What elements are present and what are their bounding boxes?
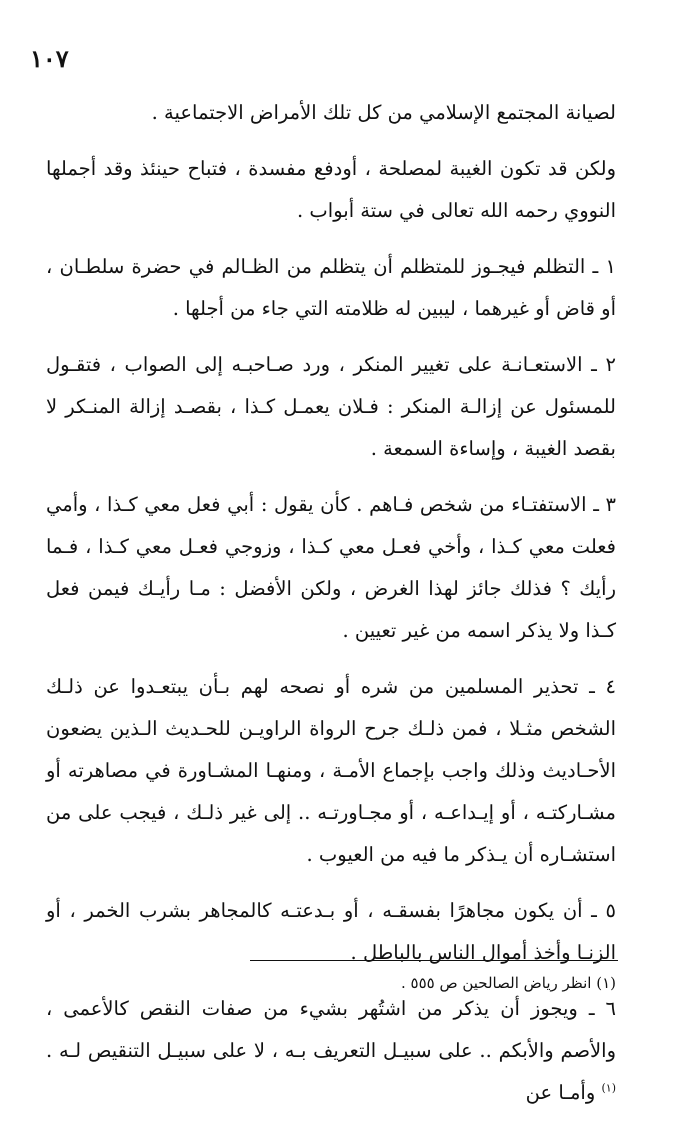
item-6-text: ٦ ـ ويجوز أن يذكر من اشتُهر بشيء من صفات النقص كالأعمى ، والأصم والأبكم .. على سبيـل التعريف بـه ، لا على سبيـل التنقيص لـه . [46, 997, 616, 1062]
paragraph-item-5: ٥ ـ أن يكون مجاهرًا بفسقـه ، أو بـدعتـه كالمجاهر بشرب الخمر ، أو الزنـا وأخذ أموال الناس بالباطل . [46, 899, 616, 964]
item-6-continuation: وأمـا عن [525, 1081, 596, 1104]
paragraph-item-3: ٣ ـ الاستفتـاء من شخص فـاهم . كأن يقول : أبي فعل معي كـذا ، وأمي فعلت معي كـذا ، وأخي فعـل معي كـذا ، وزوجي فعـل معي كـذا ، فـما رأيك ؟ فذلك جائز لهذا الغرض ، ولكن الأفضل : مـا رأيـك فيمن فعل كـذا ولا يذكر اسمه من غير تعيين . [46, 493, 616, 642]
paragraph-item-6 [46, 988, 616, 1114]
footnote-marker: (١) [601, 1081, 616, 1095]
page-number: ١٠٧ [30, 44, 69, 73]
footnote: (١) انظر رياض الصالحين ص ٥٥٥ . [400, 974, 616, 992]
paragraph-item-1: ١ ـ التظلم فيجـوز للمتظلم أن يتظلم من الظـالم في حضرة سلطـان ، أو قاض أو غيرهما ، ليبين له ظلامته التي جاء من أجلها . [46, 255, 616, 320]
paragraph-item-2: ٢ ـ الاستعـانـة على تغيير المنكر ، ورد صـاحبـه إلى الصواب ، فتقـول للمسئول عن إزالـة المنكر : فـلان يعمـل كـذا ، بقصـد إزالة المنـكر لا بقصد الغيبة ، وإساءة السمعة . [46, 353, 616, 460]
footnote-divider [250, 960, 618, 961]
paragraph-item-4: ٤ ـ تحذير المسلمين من شره أو نصحه لهم بـأن يبتعـدوا عن ذلـك الشخص مثـلا ، فمن ذلـك جرح الرواة الراويـن للحـديث الـذين يضعون الأحـاديث وذلك واجب بإجماع الأمـة ، ومنهـا المشـاورة في مصاهرته أو مشـاركتـه ، أو إيـداعـه ، أو مجـاورتـه .. إلى غير ذلـك ، فيجب على من استشـاره أن يـذكر ما فيه من العيوب . [46, 675, 616, 866]
paragraph-exceptions-intro: ولكن قد تكون الغيبة لمصلحة ، أودفع مفسدة ، فتباح حينئذ وقد أجملها النووي رحمه الله تعالى في ستة أبواب . [46, 157, 616, 222]
paragraph-intro-line: لصيانة المجتمع الإسلامي من كل تلك الأمراض الاجتماعية . [151, 101, 616, 124]
